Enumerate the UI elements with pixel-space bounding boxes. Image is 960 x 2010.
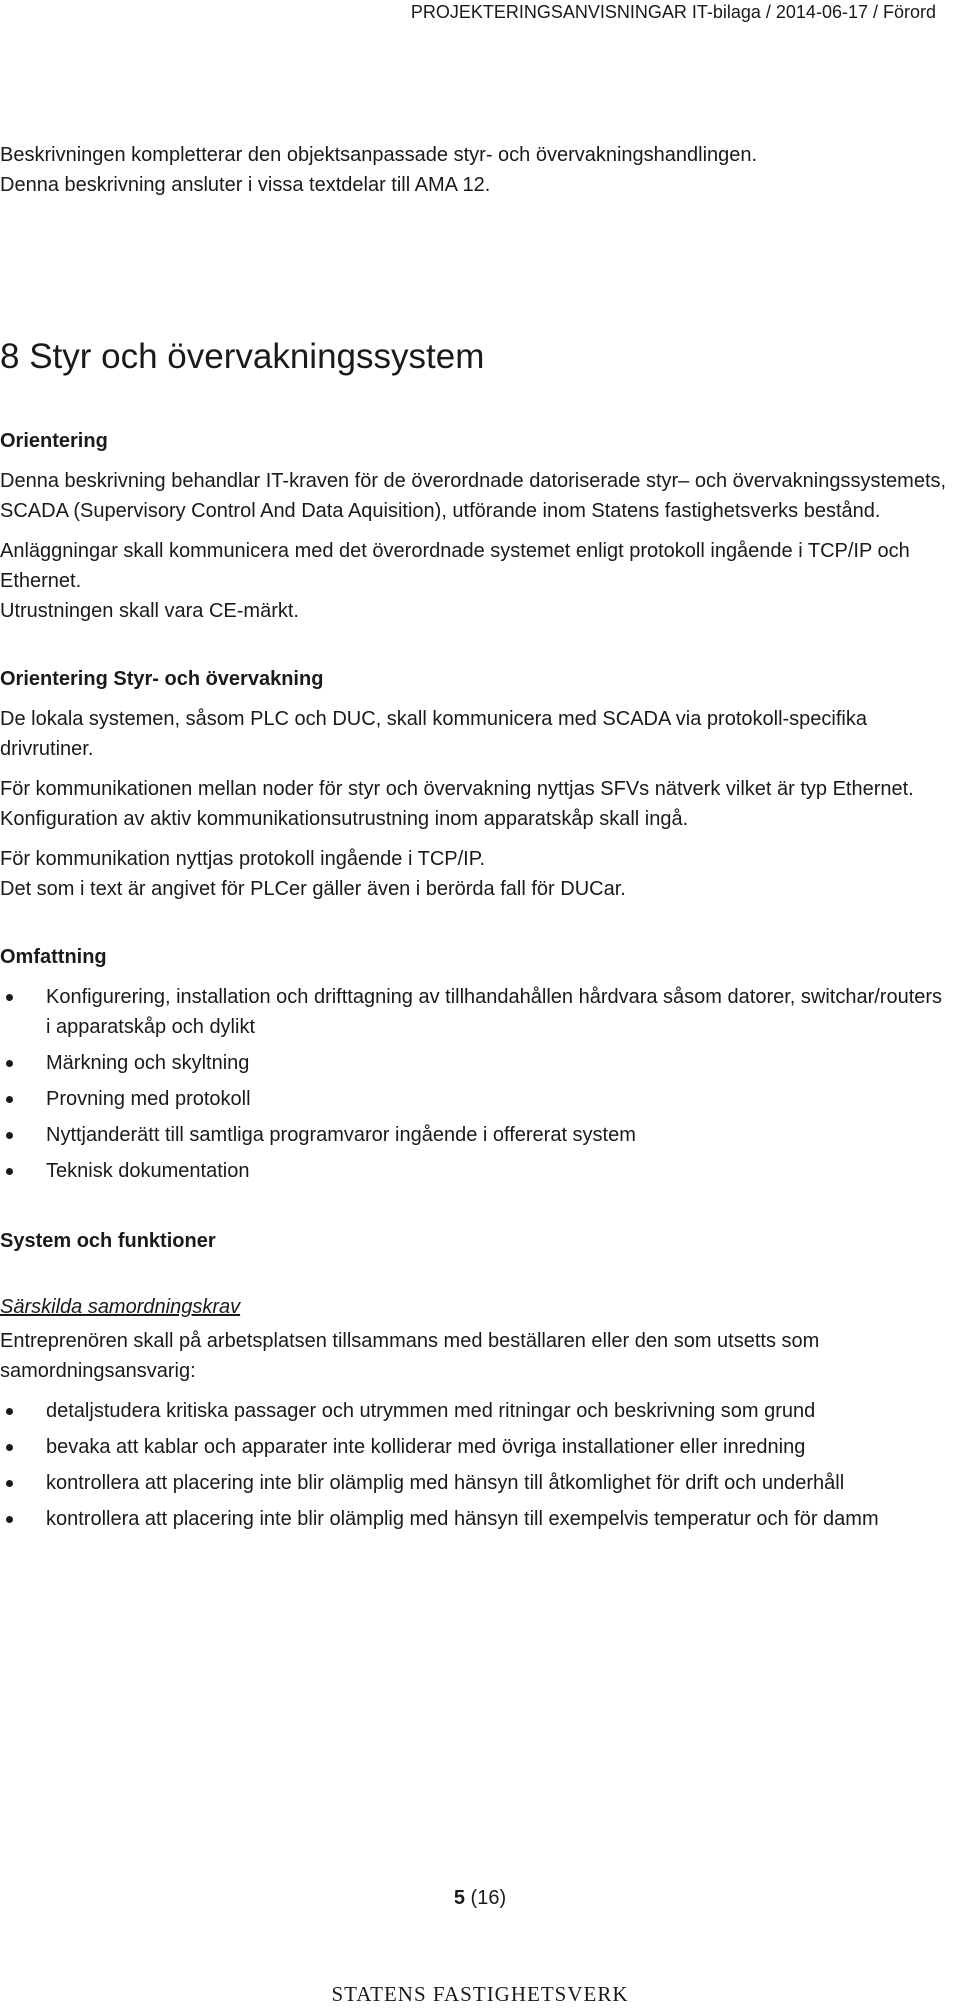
styr-paragraph-3: För kommunikation nyttjas protokoll ingående i TCP/IP. xyxy=(0,848,486,870)
omfattning-list xyxy=(0,982,960,1186)
styr-paragraph-2: För kommunikationen mellan noder för styr och övervakning nyttjas SFVs nätverk vilket är typ Ethernet. Konfiguration av aktiv kommunikationsutrustning inom apparatskåp skall ingå. xyxy=(0,778,914,830)
bullet-icon xyxy=(6,1168,13,1175)
bullet-icon xyxy=(6,1132,13,1139)
document-body xyxy=(0,140,960,1540)
list-item-text: detaljstudera kritiska passager och utrymmen med ritningar och beskrivning som grund xyxy=(46,1400,816,1422)
intro-line-2: Denna beskrivning ansluter i vissa textdelar till AMA 12. xyxy=(0,174,491,196)
list-item xyxy=(0,1468,960,1498)
bullet-icon xyxy=(6,1444,13,1451)
section-heading-orientering: Orientering xyxy=(0,430,108,452)
orientering-paragraph-3: Utrustningen skall vara CE-märkt. xyxy=(0,600,299,622)
page-number-total: (16) xyxy=(470,1887,507,1909)
list-item-text: Nyttjanderätt till samtliga programvaror ingående i offererat system xyxy=(46,1124,636,1146)
bullet-icon xyxy=(6,1408,13,1415)
running-header: PROJEKTERINGSANVISNINGAR IT-bilaga / 2014-06-17 / Förord xyxy=(410,2,936,22)
system-paragraph: Entreprenören skall på arbetsplatsen tillsammans med beställaren eller den som utsetts som samordningsansvarig: xyxy=(0,1330,820,1382)
list-item-text: Provning med protokoll xyxy=(46,1088,251,1110)
styr-paragraph-1: De lokala systemen, såsom PLC och DUC, skall kommunicera med SCADA via protokoll-specifika drivrutiner. xyxy=(0,708,867,760)
bullet-icon xyxy=(6,1060,13,1067)
list-item xyxy=(0,1084,960,1114)
list-item xyxy=(0,1504,960,1534)
list-item xyxy=(0,1156,960,1186)
section-heading-system: System och funktioner xyxy=(0,1230,216,1252)
bullet-icon xyxy=(6,1096,13,1103)
list-item-text: Märkning och skyltning xyxy=(46,1052,250,1074)
styr-paragraph-4: Det som i text är angivet för PLCer gäller även i berörda fall för DUCar. xyxy=(0,878,626,900)
subsection-heading-samordning: Särskilda samordningskrav xyxy=(0,1296,241,1318)
list-item-text: kontrollera att placering inte blir olämplig med hänsyn till åtkomlighet för drift och underhåll xyxy=(46,1472,845,1494)
bullet-icon xyxy=(6,1516,13,1523)
page-number-current: 5 xyxy=(453,1887,465,1909)
list-item xyxy=(0,1120,960,1150)
list-item-text: kontrollera att placering inte blir olämplig med hänsyn till exempelvis temperatur och för damm xyxy=(46,1508,879,1530)
chapter-title: 8 Styr och övervakningssystem xyxy=(0,337,485,376)
list-item xyxy=(0,1048,960,1078)
page-number xyxy=(0,1884,960,1912)
bullet-icon xyxy=(6,994,13,1001)
orientering-paragraph-1: Denna beskrivning behandlar IT-kraven för de överordnade datoriserade styr– och övervakningssystemets, SCADA (Supervisory Control And Data Aquisition), utförande inom Statens fastighetsverks bestånd. xyxy=(0,470,947,522)
samordning-list xyxy=(0,1396,960,1534)
list-item xyxy=(0,1432,960,1462)
list-item xyxy=(0,982,960,1042)
list-item-text: bevaka att kablar och apparater inte kolliderar med övriga installationer eller inredning xyxy=(46,1436,806,1458)
bullet-icon xyxy=(6,1480,13,1487)
section-heading-omfattning: Omfattning xyxy=(0,946,107,968)
section-heading-orientering-styr: Orientering Styr- och övervakning xyxy=(0,668,324,690)
intro-line-1: Beskrivningen kompletterar den objektsanpassade styr- och övervakningshandlingen. xyxy=(0,144,758,166)
list-item-text: Konfigurering, installation och drifttagning av tillhandahållen hårdvara såsom datorer, switchar/routers i apparatskåp och dylikt xyxy=(46,986,943,1038)
list-item-text: Teknisk dokumentation xyxy=(46,1160,250,1182)
orientering-paragraph-2: Anläggningar skall kommunicera med det överordnade systemet enligt protokoll ingående i TCP/IP och Ethernet. xyxy=(0,540,910,592)
intro-block xyxy=(0,140,960,200)
list-item xyxy=(0,1396,960,1426)
footer-logo: STATENS FASTIGHETSVERK xyxy=(331,1982,629,2006)
